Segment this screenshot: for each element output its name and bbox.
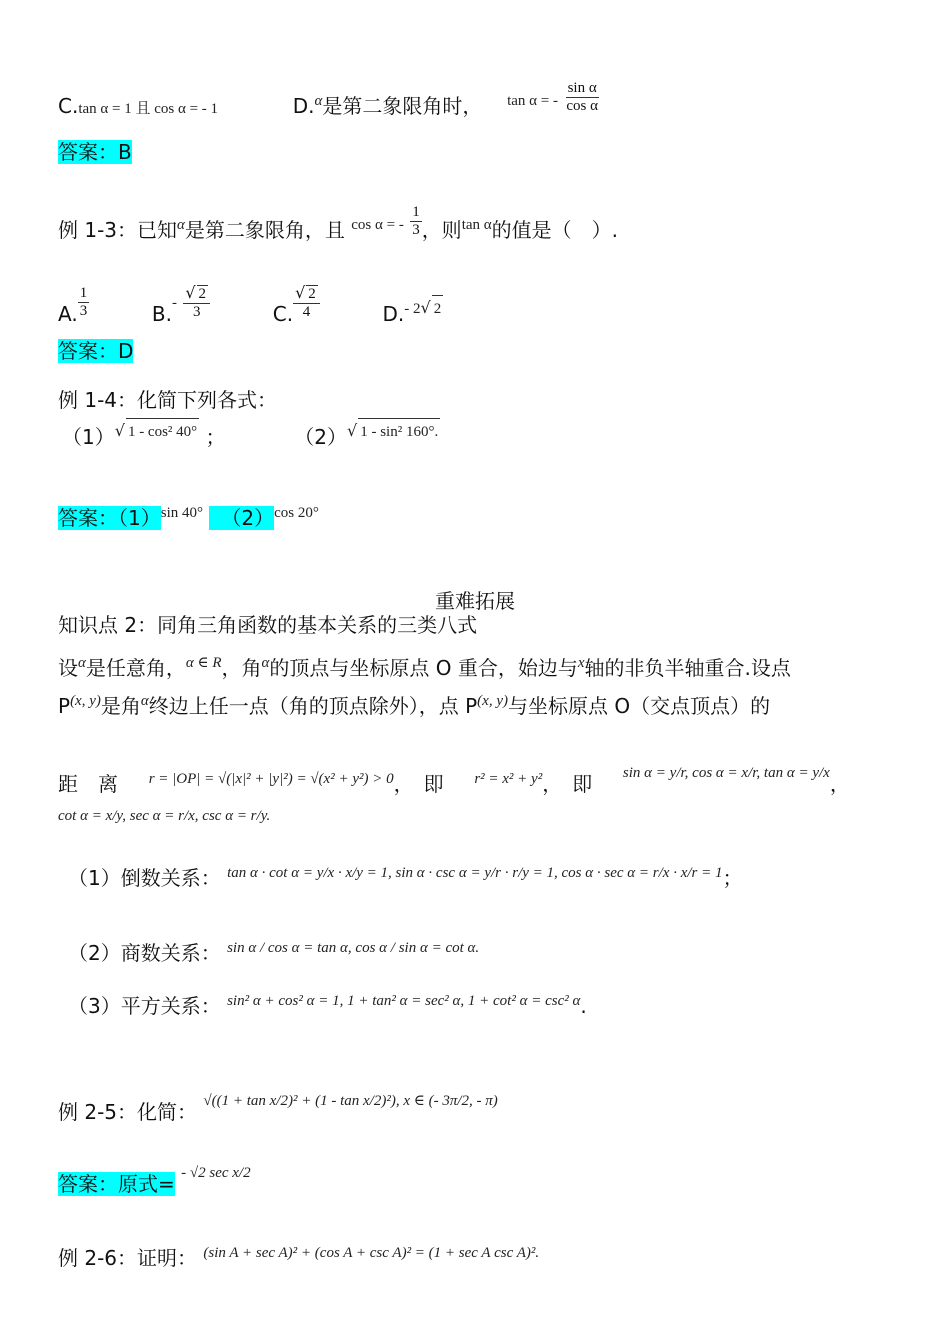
answer-4-expr: - √2 sec x/2 [181, 1165, 251, 1181]
r1-label: （1）倒数关系： [68, 866, 221, 890]
p3-trig: sin α = y/r, cos α = x/r, tan α = y/x [622, 765, 830, 781]
r2-expr: sin α / cos α = tan α, cos α / sin α = cot α. [227, 940, 480, 956]
ex14-semi: ； [205, 425, 226, 449]
ex13-opt-c-den: 4 [302, 304, 311, 320]
ex13-opt-b-fraction [183, 284, 210, 321]
ex26-label: 例 2-6：证明： [58, 1246, 198, 1270]
paragraph-line-4 [58, 800, 270, 829]
ex13-mid: 是第二象限角，且 [184, 218, 345, 242]
r1-semi: ； [722, 866, 743, 890]
r3-expr: sin² α + cos² α = 1, 1 + tan² α = sec² α, 1 + cot² α = csc² α [227, 993, 581, 1009]
ex13-opt-b-num: 2 [198, 286, 207, 302]
p4-expr: cot α = x/y, sec α = r/x, csc α = r/y. [58, 808, 271, 824]
ex13-opt-c-num: 2 [308, 286, 316, 302]
r1-expr: tan α · cot α = y/x · x/y = 1, sin α · csc α = y/r · r/y = 1, cos α · sec α = r/x · x/r = 1 [227, 865, 723, 881]
ex13-mid2: ，则 [421, 218, 462, 242]
r3-dot: . [580, 994, 587, 1018]
answer-1 [58, 139, 132, 165]
ex25-expr: √((1 + tan x/2)² + (1 - tan x/2)²), x ∈ (- 3π/2, - π) [203, 1093, 498, 1109]
option-d-label: D. [292, 94, 315, 118]
paragraph-line-1 [58, 650, 791, 681]
radical-icon: √ [420, 298, 431, 317]
answer-3-v2: cos 20° [274, 505, 319, 521]
ex13-frac-den: 3 [412, 222, 420, 238]
answer-3-v1: sin 40° [160, 505, 203, 521]
ex13-opt-b-den: 3 [192, 304, 201, 320]
ex13-cos-lhs: cos α = - [351, 217, 404, 233]
answer-1-text: 答案：B [58, 140, 132, 164]
option-d-fraction [564, 80, 600, 115]
ex13-opt-d-label: D. [382, 302, 405, 326]
radical-icon: √ [114, 421, 125, 440]
radical-icon: √ [347, 421, 358, 440]
p2-t3: 终边上任一点（角的顶点除外），点 P [148, 694, 478, 718]
p1-t1: 设 [58, 656, 78, 680]
p3-t1: 距 离 [58, 772, 118, 796]
p1-t5: 轴的非负半轴重合.设点 [584, 656, 791, 680]
ex26-expr: (sin A + sec A)² + (cos A + csc A)² = (1 + sec A csc A)². [203, 1245, 540, 1261]
ex13-opt-d-expr: - 2 [404, 301, 421, 317]
option-c-d-row [58, 80, 600, 125]
p3-r2: r² = x² + y² [474, 771, 543, 787]
p2-t4: 与坐标原点 O（交点顶点）的 [507, 694, 771, 718]
p1-alpha: α [78, 655, 86, 671]
answer-2-text: 答案：D [58, 339, 134, 363]
ex13-frac-num: 1 [412, 204, 420, 220]
option-d-lhs: tan α = - [507, 93, 558, 109]
p1-t3: ，角 [221, 656, 262, 680]
p1-alpha-in-r: α ∈ R [185, 655, 222, 671]
section-heading: 重难拓展 [435, 589, 515, 613]
ex25-label: 例 2-5：化简： [58, 1100, 198, 1124]
p2-t1: P [58, 694, 71, 718]
ex13-suffix: 的值是（ ）. [491, 218, 618, 242]
ex13-alpha: α [177, 217, 185, 233]
ex14-e1: 1 - cos² 40° [126, 418, 199, 445]
answer-2 [58, 338, 133, 364]
ex14-e2: 1 - sin² 160°. [358, 418, 440, 445]
p2-xy: (x, y) [70, 693, 101, 709]
option-c-label: C. [58, 94, 79, 118]
ex14-title: 例 1-4：化简下列各式： [58, 388, 278, 412]
radical-icon: √ [295, 283, 306, 302]
ex13-fraction [410, 204, 422, 239]
ex13-opt-a-fraction [78, 285, 90, 320]
paragraph-line-2 [58, 688, 770, 719]
p2-t2: 是角 [100, 694, 141, 718]
ex13-options [58, 283, 443, 334]
p3-t2: ， 即 [393, 772, 444, 796]
ex13-opt-b-sign: - [171, 295, 177, 311]
r3-label: （3）平方关系： [68, 994, 221, 1018]
ex13-opt-a-den: 3 [79, 303, 88, 319]
p2-alpha: α [140, 693, 149, 709]
option-d-num: sin α [567, 80, 597, 96]
relation-2 [68, 935, 479, 966]
answer-3-label: 答案：（1） [58, 506, 161, 530]
option-d-alpha: α [314, 93, 323, 109]
ex13-opt-c-label: C. [272, 302, 294, 326]
p1-t2: 是任意角， [85, 656, 186, 680]
knowledge-point-2: 知识点 2：同角三角函数的基本关系的三类八式 [58, 613, 478, 637]
ex13-opt-a-label: A. [58, 302, 78, 326]
answer-4 [58, 1160, 251, 1197]
p1-alpha-2: α [261, 655, 270, 671]
ex13-opt-c-fraction [293, 284, 320, 321]
ex14-p2: （2） [294, 425, 347, 449]
example-1-3 [58, 204, 618, 249]
ex13-opt-a-num: 1 [79, 285, 88, 301]
relation-3 [68, 988, 587, 1019]
radical-icon: √ [185, 283, 196, 302]
option-d-den: cos α [566, 98, 598, 114]
p3-comma: ， [829, 772, 850, 796]
example-2-6 [58, 1240, 539, 1271]
option-d-text: 是第二象限角时， [322, 94, 483, 118]
ex13-opt-b-label: B. [151, 302, 172, 326]
ex13-opt-d-rad: 2 [432, 295, 444, 322]
p2-xy-2: (x, y) [477, 693, 508, 709]
option-c-expr: tan α = 1 且 cos α = - 1 [78, 101, 219, 117]
ex14-p1: （1） [62, 425, 115, 449]
ex13-prefix: 例 1-3：已知 [58, 218, 178, 242]
example-2-5 [58, 1088, 498, 1125]
p3-t3: ， 即 [542, 772, 593, 796]
answer-3 [58, 500, 319, 531]
r2-label: （2）商数关系： [68, 941, 221, 965]
p3-r-expr: r = |OP| = √(|x|² + |y|²) = √(x² + y²) > 0 [148, 771, 394, 787]
ex14-parts [62, 418, 440, 450]
answer-3-label2: （2） [209, 506, 274, 530]
ex13-tan: tan α [461, 217, 492, 233]
answer-4-label: 答案：原式= [58, 1172, 175, 1196]
p1-x: x [577, 655, 585, 671]
paragraph-line-3 [58, 760, 850, 797]
p1-t4: 的顶点与坐标原点 O 重合，始边与 [269, 656, 578, 680]
relation-1 [68, 860, 742, 891]
